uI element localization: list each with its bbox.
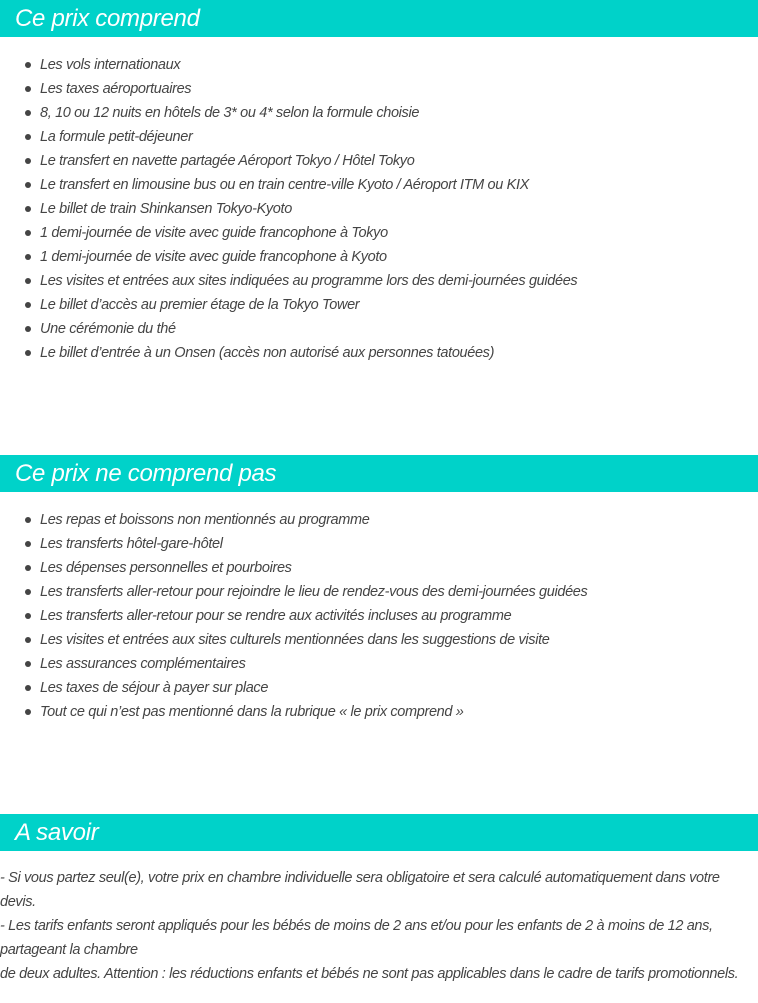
list-item bbox=[0, 269, 577, 293]
notes-block bbox=[0, 866, 758, 986]
list-item bbox=[0, 293, 577, 317]
bullet-icon bbox=[25, 134, 31, 140]
list-item-text: Les vols internationaux bbox=[40, 57, 181, 73]
list-item-text: Les assurances complémentaires bbox=[40, 656, 246, 672]
list-item-text: Le billet de train Shinkansen Tokyo-Kyoto bbox=[40, 201, 292, 217]
list-item bbox=[0, 341, 577, 365]
bullet-icon bbox=[25, 182, 31, 188]
section-header-excluded: Ce prix ne comprend pas bbox=[0, 455, 758, 492]
bullet-icon bbox=[25, 278, 31, 284]
list-item bbox=[0, 149, 577, 173]
list-item-text: 8, 10 ou 12 nuits en hôtels de 3* ou 4* selon la formule choisie bbox=[40, 105, 420, 121]
list-item bbox=[0, 125, 577, 149]
list-item bbox=[0, 628, 587, 652]
list-item bbox=[0, 221, 577, 245]
list-item-text: Le billet d’entrée à un Onsen (accès non autorisé aux personnes tatouées) bbox=[40, 345, 495, 361]
list-item-text: Tout ce qui n’est pas mentionné dans la rubrique « le prix comprend » bbox=[40, 704, 464, 720]
bullet-icon bbox=[25, 326, 31, 332]
list-item bbox=[0, 245, 577, 269]
list-item-text: Les transferts aller-retour pour rejoindre le lieu de rendez-vous des demi-journées guidées bbox=[40, 584, 588, 600]
bullet-icon bbox=[25, 206, 31, 212]
bullet-icon bbox=[25, 709, 31, 715]
bullet-icon bbox=[25, 661, 31, 667]
bullet-icon bbox=[25, 350, 31, 356]
list-item-text: Le billet d’accès au premier étage de la Tokyo Tower bbox=[40, 297, 360, 313]
bullet-icon bbox=[25, 86, 31, 92]
bullet-icon bbox=[25, 230, 31, 236]
list-item-text: Le transfert en limousine bus ou en train centre-ville Kyoto / Aéroport ITM ou KIX bbox=[40, 177, 529, 193]
bullet-icon bbox=[25, 517, 31, 523]
list-item-text: Les taxes aéroportuaires bbox=[40, 81, 192, 97]
list-item-text: Une cérémonie du thé bbox=[40, 321, 176, 337]
list-item-text: Les transferts aller-retour pour se rendre aux activités incluses au programme bbox=[40, 608, 512, 624]
list-item bbox=[0, 604, 587, 628]
list-item-text: Les repas et boissons non mentionnés au programme bbox=[40, 512, 370, 528]
included-list bbox=[0, 53, 577, 365]
bullet-icon bbox=[25, 565, 31, 571]
bullet-icon bbox=[25, 589, 31, 595]
excluded-list bbox=[0, 508, 587, 724]
bullet-icon bbox=[25, 110, 31, 116]
list-item-text: Les taxes de séjour à payer sur place bbox=[40, 680, 269, 696]
bullet-icon bbox=[25, 302, 31, 308]
list-item bbox=[0, 556, 587, 580]
bullet-icon bbox=[25, 637, 31, 643]
list-item bbox=[0, 77, 577, 101]
note-line: de deux adultes. Attention : les réductions enfants et bébés ne sont pas applicables dans le cadre de tarifs promotionnels. bbox=[0, 966, 739, 982]
list-item-text: Les visites et entrées aux sites indiquées au programme lors des demi-journées guidées bbox=[40, 273, 578, 289]
note-line: partageant la chambre bbox=[0, 942, 138, 958]
section-header-notes: A savoir bbox=[0, 814, 758, 851]
list-item bbox=[0, 508, 587, 532]
list-item-text: La formule petit-déjeuner bbox=[40, 129, 193, 145]
list-item-text: Les transferts hôtel-gare-hôtel bbox=[40, 536, 223, 552]
list-item bbox=[0, 101, 577, 125]
list-item bbox=[0, 652, 587, 676]
note-line: - Si vous partez seul(e), votre prix en chambre individuelle sera obligatoire et sera calculé automatiquement dans votre bbox=[0, 870, 720, 886]
list-item bbox=[0, 532, 587, 556]
note-line: - Les tarifs enfants seront appliqués pour les bébés de moins de 2 ans et/ou pour les enfants de 2 à moins de 12 ans, bbox=[0, 918, 713, 934]
bullet-icon bbox=[25, 541, 31, 547]
bullet-icon bbox=[25, 685, 31, 691]
note-line: devis. bbox=[0, 894, 36, 910]
bullet-icon bbox=[25, 613, 31, 619]
bullet-icon bbox=[25, 158, 31, 164]
list-item bbox=[0, 53, 577, 77]
section-header-included: Ce prix comprend bbox=[0, 0, 758, 37]
list-item-text: 1 demi-journée de visite avec guide francophone à Kyoto bbox=[40, 249, 387, 265]
list-item-text: Les dépenses personnelles et pourboires bbox=[40, 560, 292, 576]
list-item bbox=[0, 317, 577, 341]
list-item-text: Le transfert en navette partagée Aéroport Tokyo / Hôtel Tokyo bbox=[40, 153, 415, 169]
list-item bbox=[0, 580, 587, 604]
list-item bbox=[0, 197, 577, 221]
bullet-icon bbox=[25, 254, 31, 260]
bullet-icon bbox=[25, 62, 31, 68]
list-item-text: 1 demi-journée de visite avec guide francophone à Tokyo bbox=[40, 225, 388, 241]
list-item bbox=[0, 700, 587, 724]
list-item bbox=[0, 676, 587, 700]
list-item bbox=[0, 173, 577, 197]
list-item-text: Les visites et entrées aux sites culturels mentionnées dans les suggestions de visite bbox=[40, 632, 550, 648]
